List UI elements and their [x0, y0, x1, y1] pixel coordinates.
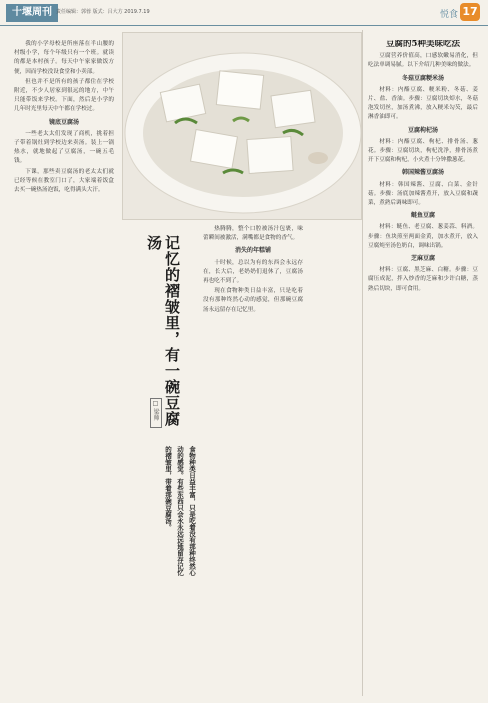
recipe-text: 材料：鲢鱼、老豆腐、葱姜蒜、料酒。步骤：鱼块煎至两面金黄，加水煮开，放入豆腐炖至汤色奶白，调味出锅。: [368, 224, 478, 249]
sidebar-intro: 豆腐营养价值高，口感软嫩易消化，但吃法单调易腻。以下介绍几种美味的做法。: [368, 53, 478, 69]
recipe-text: 材料：韩国辣酱、豆腐、白菜、金针菇。步骤：汤底加辣酱煮开，放入豆腐和蔬菜，煮熟后调味即可。: [368, 181, 478, 207]
recipe-text: 材料：内酯豆腐、枸杞、排骨汤、葱花。步骤：豆腐切块，枸杞洗净，排骨汤煮开下豆腐和枸杞，小火煮十分钟撒葱花。: [368, 138, 478, 164]
paragraph: 我的小学母校是所座落在半山腰的村级小学，每个年级只有一个班。就读的都是本村孩子。每天中午家家做饭方便，因而学校没设食堂和小卖部。: [14, 41, 114, 75]
subhead: 消失的年糕铺: [234, 247, 271, 255]
recipe-name: 鲢鱼豆腐: [410, 212, 435, 220]
page-header: [0, 0, 488, 26]
paragraph: 热腾腾，整个口腔被汤汁包裹，味蕾瞬间被激活，满嘴都是食物的香气。: [203, 226, 303, 242]
subhead: 镜底豆腐汤: [48, 118, 79, 126]
section-name: 悦食: [440, 10, 459, 20]
right-column: [368, 40, 478, 690]
article-headline: 记忆的褶皱里，有一碗豆腐汤: [145, 235, 181, 427]
middle-column: [203, 225, 303, 690]
article-byline: □ 梁帅: [150, 398, 162, 428]
recipe-text: 材料：豆腐、黑芝麻、白糖。步骤：豆腐压成泥，拌入炒香的芝麻和少许白糖，蒸熟后切块，即可食用。: [368, 267, 478, 292]
paragraph: 十时候，总以为有的东西会永远存在，长大后，老奶奶们退休了，豆腐汤再也吃不到了。: [203, 259, 303, 285]
paragraph: 但也并不是所有的孩子都住在学校附近，不少人居家到很远的地方，中午只能带饭来学校。下面，然后是小学的几年时光里每天中午都在学校过。: [14, 78, 114, 113]
recipe-name: 韩国辣酱豆腐汤: [401, 169, 444, 177]
column-divider: [362, 30, 363, 696]
paragraph: 下课，那些卖豆腐汤的老太太们就已经等候在教室门口了，大家端着饭盒去买一碗热汤泡饭，吃得满头大汗。: [14, 168, 114, 194]
recipe-name: 豆腐枸杞汤: [407, 126, 438, 134]
left-column: [14, 40, 114, 690]
sidebar-title: 豆腐的5种美味吃法: [386, 40, 460, 49]
masthead-brand: 十堰周刊: [6, 4, 58, 22]
paragraph: 现在食物种类日益丰富，只是吃着没有那种终然心动的感觉，但那碗豆腐汤永远留存在记忆里。: [203, 288, 303, 313]
recipe-name: 冬菇豆腐粳米汤: [401, 74, 444, 82]
tofu-soup-photo-icon: [123, 33, 362, 220]
editor-meta: 责任编辑：郭蓉 版式：吕大方 2019.7.19: [56, 9, 150, 15]
recipe-name: 芝麻豆腐: [410, 255, 435, 263]
tofu-soup-photo: [122, 32, 362, 220]
page-number-badge: 17: [460, 3, 480, 21]
recipe-text: 材料：内酯豆腐、粳米粉、冬菇、姜片、盐、香油。步骤：豆腐切块焯水，冬菇泡发切丝，加汤煮沸，放入粳米勾芡，最后淋香油即可。: [368, 86, 478, 121]
pull-quote: 食物种类日益丰富，只是吃着没有那种终然心动的感觉。有些东西只会永永远远地留存记忆的褶皱里，带着那碗豆腐汤。: [164, 446, 196, 576]
paragraph: 一些老太太们发现了商机，挑着担子带着锅灶到学校边来卖汤。装上一锅热水，就地做起了豆腐汤，一碗五毛钱。: [14, 130, 114, 165]
